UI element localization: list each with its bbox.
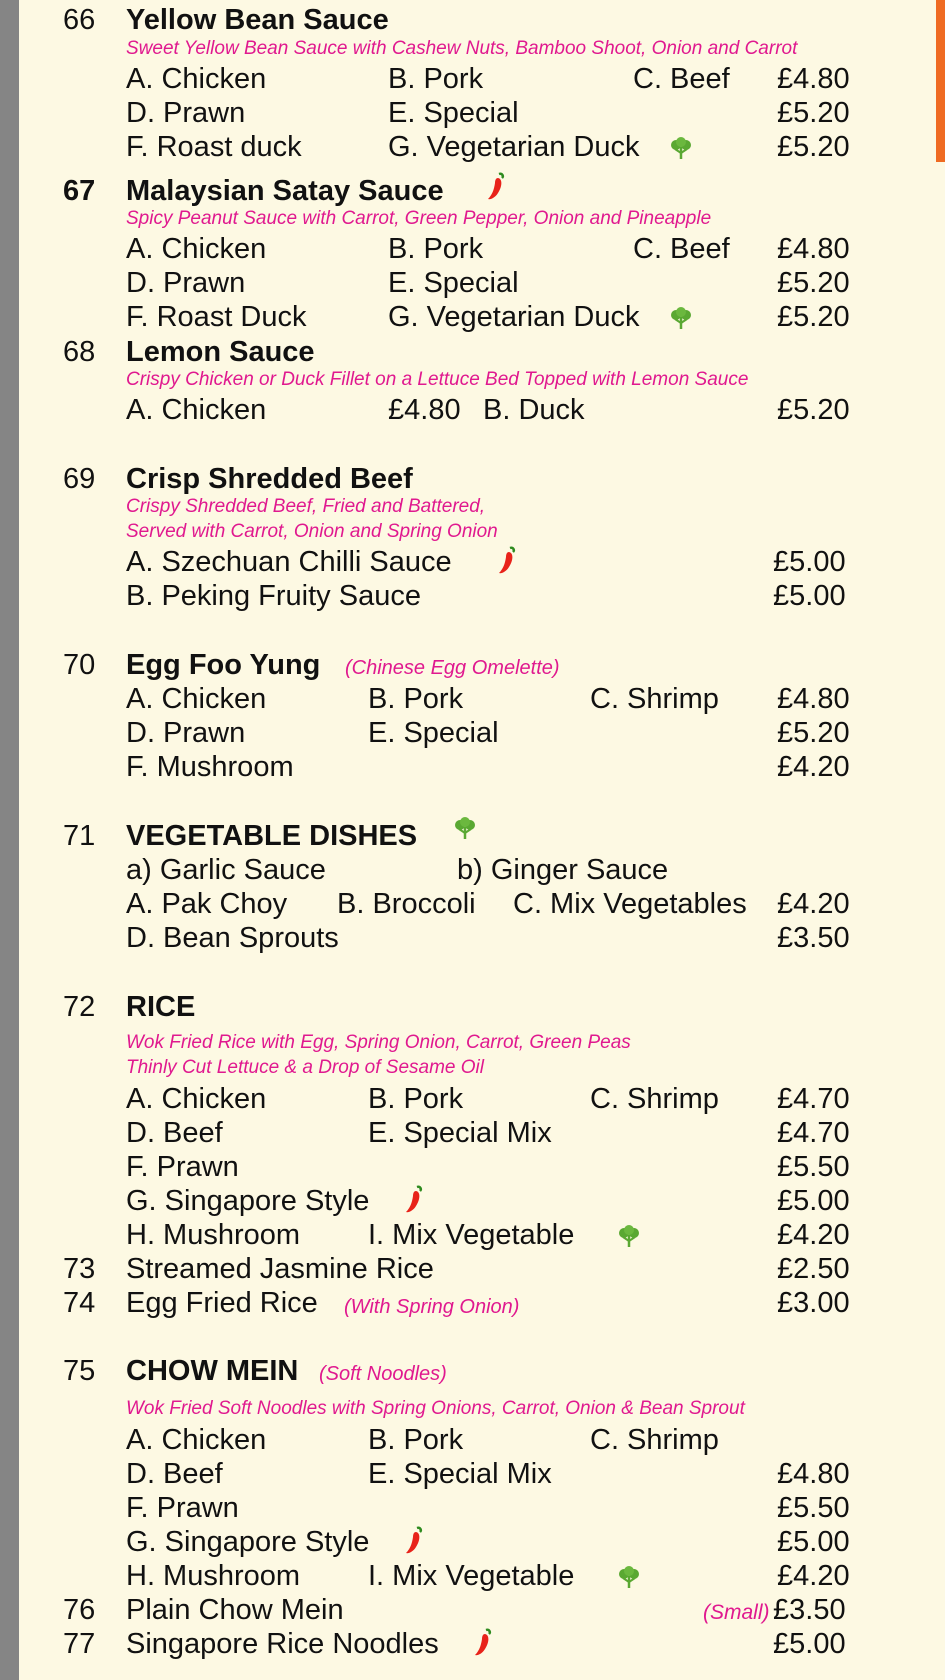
item-number: 76 — [63, 1594, 96, 1626]
option-label: B. Duck — [483, 394, 585, 426]
option-label: B. Broccoli — [337, 888, 476, 920]
option-label: F. Mushroom — [126, 751, 294, 783]
option-label: D. Bean Sprouts — [126, 922, 339, 954]
price: £5.00 — [773, 580, 846, 612]
option-label: F. Prawn — [126, 1151, 239, 1183]
option-label: A. Chicken — [126, 1424, 267, 1456]
option-label: E. Special Mix — [368, 1458, 552, 1490]
price: £5.00 — [773, 546, 846, 578]
option-label: F. Prawn — [126, 1492, 239, 1524]
price: £4.70 — [777, 1083, 850, 1115]
dish-title: Egg Foo Yung — [126, 649, 321, 681]
option-label: F. Roast Duck — [126, 301, 307, 333]
price: £5.50 — [777, 1492, 850, 1524]
item-number: 66 — [63, 4, 96, 36]
option-label: B. Pork — [368, 1083, 464, 1115]
option-label: E. Special Mix — [368, 1117, 552, 1149]
chilli-pepper-icon — [473, 1628, 493, 1658]
dish-description: Sweet Yellow Bean Sauce with Cashew Nuts, Bamboo Shoot, Onion and Carrot — [126, 38, 798, 59]
dish-title: Crisp Shredded Beef — [126, 463, 413, 495]
chilli-pepper-icon — [497, 546, 517, 576]
option-label: B. Pork — [368, 1424, 464, 1456]
price: £5.20 — [777, 131, 850, 163]
price: £5.20 — [777, 394, 850, 426]
dish-note: (With Spring Onion) — [344, 1296, 520, 1318]
option-label: A. Chicken — [126, 233, 267, 265]
option-label: A. Pak Choy — [126, 888, 288, 920]
option-label: C. Shrimp — [590, 683, 719, 715]
option-label: G. Singapore Style — [126, 1526, 370, 1558]
option-label: G. Singapore Style — [126, 1185, 370, 1217]
item-number: 75 — [63, 1355, 96, 1387]
price: £5.20 — [777, 97, 850, 129]
item-number: 68 — [63, 336, 96, 368]
price: £4.70 — [777, 1117, 850, 1149]
item-number: 72 — [63, 991, 96, 1023]
price: £4.20 — [777, 1560, 850, 1592]
item-number: 69 — [63, 463, 96, 495]
chilli-pepper-icon — [404, 1185, 424, 1215]
vegetarian-leaf-icon — [616, 1224, 642, 1248]
price: £5.50 — [777, 1151, 850, 1183]
price: £4.20 — [777, 1219, 850, 1251]
option-label: D. Beef — [126, 1117, 223, 1149]
price: £4.80 — [777, 233, 850, 265]
item-number: 70 — [63, 649, 96, 681]
price: £4.80 — [777, 1458, 850, 1490]
price: £3.50 — [777, 922, 850, 954]
option-label: D. Prawn — [126, 97, 246, 129]
option-label: C. Mix Vegetables — [513, 888, 747, 920]
price: £4.80 — [777, 63, 850, 95]
option-label: I. Mix Vegetable — [368, 1219, 575, 1251]
dish-title: Lemon Sauce — [126, 336, 315, 368]
option-label: C. Shrimp — [590, 1083, 719, 1115]
dish-title: RICE — [126, 991, 196, 1023]
option-label: C. Shrimp — [590, 1424, 719, 1456]
vegetarian-leaf-icon — [616, 1565, 642, 1589]
price: £4.80 — [388, 394, 461, 426]
price: £5.00 — [777, 1185, 850, 1217]
dish-title: VEGETABLE DISHES — [126, 820, 418, 852]
option-label: D. Prawn — [126, 267, 246, 299]
dish-title: Malaysian Satay Sauce — [126, 175, 444, 207]
option-label: E. Special — [368, 717, 499, 749]
price: £3.00 — [777, 1287, 850, 1319]
dish-description: Thinly Cut Lettuce & a Drop of Sesame Oil — [126, 1057, 484, 1078]
dish-note: (Soft Noodles) — [319, 1363, 447, 1385]
dish-description: Wok Fried Rice with Egg, Spring Onion, Carrot, Green Peas — [126, 1032, 631, 1053]
option-label: E. Special — [388, 97, 519, 129]
option-label: I. Mix Vegetable — [368, 1560, 575, 1592]
price: £5.20 — [777, 301, 850, 333]
option-label: A. Chicken — [126, 683, 267, 715]
price: £5.00 — [773, 1628, 846, 1660]
item-number: 74 — [63, 1287, 96, 1319]
option-label: A. Chicken — [126, 1083, 267, 1115]
portion-size: (Small) — [703, 1601, 770, 1624]
sauce-option: b) Ginger Sauce — [457, 854, 669, 886]
chilli-pepper-icon — [404, 1526, 424, 1556]
vegetarian-leaf-icon — [668, 306, 694, 330]
item-number: 77 — [63, 1628, 96, 1660]
price: £4.80 — [777, 683, 850, 715]
option-label: F. Roast duck — [126, 131, 302, 163]
item-number: 73 — [63, 1253, 96, 1285]
dish-description: Crispy Shredded Beef, Fried and Battered, — [126, 496, 486, 517]
option-label: C. Beef — [633, 63, 730, 95]
dish-note: (Chinese Egg Omelette) — [345, 657, 560, 679]
option-label: D. Prawn — [126, 717, 246, 749]
option-label: H. Mushroom — [126, 1560, 301, 1592]
dish-name: Singapore Rice Noodles — [126, 1628, 439, 1660]
item-number: 71 — [63, 820, 96, 852]
vegetarian-leaf-icon — [668, 136, 694, 160]
option-label: B. Pork — [388, 63, 484, 95]
option-label: A. Chicken — [126, 63, 267, 95]
dish-name: Egg Fried Rice — [126, 1287, 318, 1319]
option-label: G. Vegetarian Duck — [388, 301, 640, 333]
option-label: B. Peking Fruity Sauce — [126, 580, 421, 612]
dish-name: Streamed Jasmine Rice — [126, 1253, 434, 1285]
option-label: B. Pork — [368, 683, 464, 715]
option-label: A. Szechuan Chilli Sauce — [126, 546, 452, 578]
dish-description: Crispy Chicken or Duck Fillet on a Lettuce Bed Topped with Lemon Sauce — [126, 369, 749, 390]
option-label: G. Vegetarian Duck — [388, 131, 640, 163]
price: £2.50 — [777, 1253, 850, 1285]
price: £5.20 — [777, 267, 850, 299]
price: £5.00 — [777, 1526, 850, 1558]
item-number: 67 — [63, 175, 96, 207]
dish-name: Plain Chow Mein — [126, 1594, 344, 1626]
dish-title: CHOW MEIN — [126, 1355, 299, 1387]
price: £4.20 — [777, 888, 850, 920]
vegetarian-leaf-icon — [452, 816, 478, 840]
dish-description: Served with Carrot, Onion and Spring Onion — [126, 521, 498, 542]
left-margin-bar — [0, 0, 19, 1680]
dish-title: Yellow Bean Sauce — [126, 4, 389, 36]
orange-accent-bar — [936, 0, 945, 162]
option-label: B. Pork — [388, 233, 484, 265]
option-label: E. Special — [388, 267, 519, 299]
option-label: A. Chicken — [126, 394, 267, 426]
price: £3.50 — [773, 1594, 846, 1626]
dish-description: Spicy Peanut Sauce with Carrot, Green Pepper, Onion and Pineapple — [126, 208, 712, 229]
price: £4.20 — [777, 751, 850, 783]
option-label: H. Mushroom — [126, 1219, 301, 1251]
option-label: C. Beef — [633, 233, 730, 265]
price: £5.20 — [777, 717, 850, 749]
chilli-pepper-icon — [486, 172, 506, 202]
dish-description: Wok Fried Soft Noodles with Spring Onions, Carrot, Onion & Bean Sprout — [126, 1398, 745, 1419]
sauce-option: a) Garlic Sauce — [126, 854, 326, 886]
option-label: D. Beef — [126, 1458, 223, 1490]
